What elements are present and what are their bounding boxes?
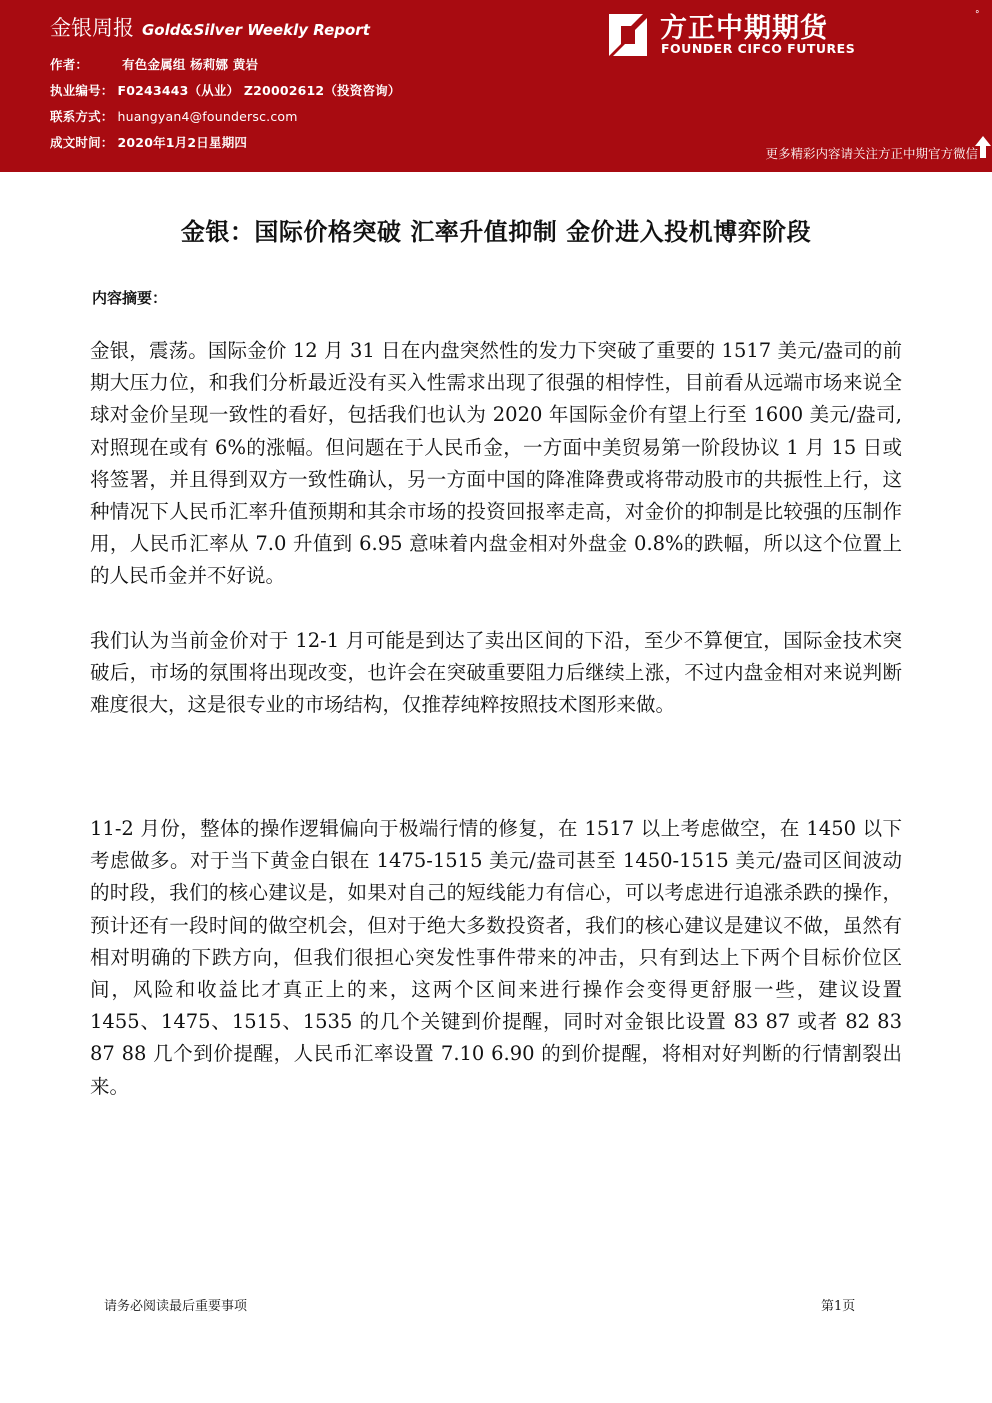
brand-en: Gold&Silver Weekly Report — [142, 21, 370, 39]
report-title: 金银：国际价格突破 汇率升值抑制 金价进入投机博弈阶段 — [180, 217, 812, 246]
license-label: 执业编号： — [50, 83, 114, 98]
date-value: 2020年1月2日星期四 — [117, 135, 248, 150]
logo-cn-text: 方正中期期货 — [660, 13, 828, 44]
report-brand — [50, 12, 370, 42]
author-line — [50, 55, 258, 73]
report-header — [0, 0, 992, 172]
brand-cn: 金银周报 — [50, 16, 134, 40]
abstract-label: 内容摘要： — [92, 289, 168, 307]
paragraph-3: 11-2 月份，整体的操作逻辑偏向于极端行情的修复，在 1517 以上考虑做空，在 1450 以下考虑做多。对于当下黄金白银在 1475-1515 美元/盎司甚至 1450-1515 美元/盎司区间波动的时段，我们的核心建议是，如果对自己的短线能力有信心，可以考虑进行追涨杀跌的操作，预计还有一段时间的做空机会，但对于绝大多数投资者，我们的核心建议是建议不做，虽然有相对明确的下跌方向，但我们很担心突发性事件带来的冲击，只有到达上下两个目标价位区间，风险和收益比才真正上的来，这两个区间来进行操作会变得更舒服一些，建议设置 1455、1475、1515、1535 的几个关键到价提醒，同时对金银比设置 83 87 或者 82 83 87 88 几个到价提醒，人民币汇率设置 7.10 6.90 的到价提醒，将相对好判断的行情割裂出来。 — [90, 817, 902, 1098]
wechat-tagline: 更多精彩内容请关注方正中期官方微信 — [765, 146, 978, 161]
corner-mark: ° — [975, 10, 980, 20]
date-line — [50, 133, 247, 151]
paragraph-1: 金银，震荡。国际金价 12 月 31 日在内盘突然性的发力下突破了重要的 1517 美元/盎司的前期大压力位，和我们分析最近没有买入性需求出现了很强的相悖性，目前看从远端市场来说全球对金价呈现一致性的看好，包括我们也认为 2020 年国际金价有望上行至 1600 美元/盎司,对照现在或有 6%的涨幅。但问题在于人民币金，一方面中美贸易第一阶段协议 1 月 15 日或将签署，并且得到双方一致性确认，另一方面中国的降准降费或将带动股市的共振性上行，这种情况下人民币汇率升值预期和其余市场的投资回报率走高，对金价的抑制是比较强的压制作用，人民币汇率从 7.0 升值到 6.95 意味着内盘金相对外盘金 0.8%的跌幅，所以这个位置上的人民币金并不好说。 — [90, 339, 902, 588]
date-label: 成文时间： — [50, 135, 114, 150]
author-value: 有色金属组 杨莉娜 黄岩 — [122, 57, 259, 72]
footer-notice: 请务必阅读最后重要事项 — [104, 1299, 248, 1314]
page-number: 第1页 — [821, 1299, 856, 1314]
author-label: 作者： — [50, 57, 89, 72]
license-value: F0243443（从业） Z20002612（投资咨询） — [117, 83, 401, 98]
paragraph-2: 我们认为当前金价对于 12-1 月可能是到达了卖出区间的下沿，至少不算便宜，国际金技术突破后，市场的氛围将出现改变，也许会在突破重要阻力后继续上涨，不过内盘金相对来说判断难度很大，这是很专业的市场结构，仅推荐纯粹按照技术图形来做。 — [90, 629, 902, 717]
contact-line — [50, 107, 298, 125]
contact-value: huangyan4@foundersc.com — [117, 109, 298, 124]
up-arrow-icon — [975, 136, 991, 158]
logo-en-text: FOUNDER CIFCO FUTURES — [661, 41, 856, 56]
founder-logo-icon — [603, 10, 653, 60]
license-line — [50, 81, 401, 99]
contact-label: 联系方式： — [50, 109, 114, 124]
